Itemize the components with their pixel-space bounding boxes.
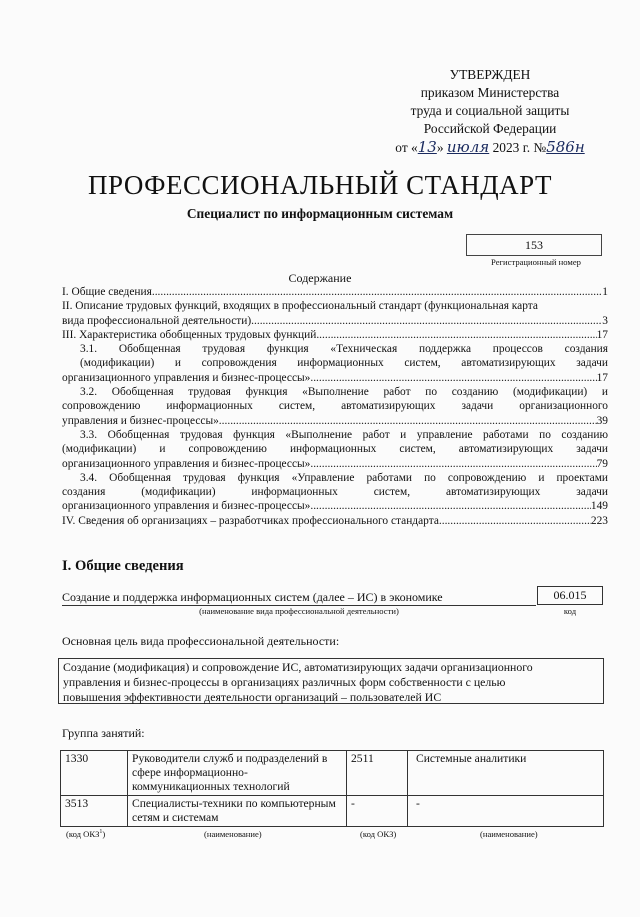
approval-date-line: от «13» июля 2023 г. №586н [395,138,585,156]
caption-okz-code-2: (код ОКЗ) [360,829,397,839]
page-subtitle: Специалист по информационным системам [186,206,454,221]
toc-item[interactable]: I. Общие сведения ..... 1 [62,285,608,299]
activity-kind-caption: (наименование вида профессиональной деятельности) [199,606,399,616]
toc-item[interactable]: II. Описание трудовых функций, входящих в профессиональный стандарт (функциональная карта вида профессиональной деятельности) ..... 3 [62,299,608,328]
registration-number-label: Регистрационный номер [491,257,581,267]
toc-page: 79 [596,457,608,470]
toc-item[interactable]: III. Характеристика обобщенных трудовых функций ..... 17 [62,328,608,342]
occupation-name-cell: Руководители служб и подразделений в сфере информационно-коммуникационных технологий [128,751,347,796]
approval-line-4: Российской Федерации [423,121,557,136]
approval-block [370,66,610,157]
approval-line-2: приказом Министерства [420,85,560,100]
toc-page: 17 [596,328,608,341]
table-row [61,796,604,827]
toc-item[interactable]: 3.1. Обобщенная трудовая функция «Техническая поддержка процессов создания (модификации) и сопровождения информационных систем, автоматизирующих задачи организационного управления и бизнес-процессы» ..... 17 [62,342,608,385]
section-heading: I. Общие сведения [62,558,184,574]
table-of-contents [62,285,608,528]
table-row [61,751,604,796]
occupation-name-cell: Специалисты-техники по компьютерным сетям и системам [128,796,347,827]
occupation-name-cell: Системные аналитики [408,751,604,796]
approval-day: 13 [417,138,437,156]
caption-name: (наименование) [204,829,262,839]
approval-month: июля [446,138,490,156]
page-title: ПРОФЕССИОНАЛЬНЫЙ СТАНДАРТ [87,170,553,200]
okz-code-cell: 1330 [61,751,128,796]
contents-heading: Содержание [288,271,352,285]
toc-page: 3 [602,314,608,327]
toc-item[interactable]: IV. Сведения об организациях – разработчиках профессионального стандарта ..... 223 [62,514,608,528]
toc-page: 17 [596,371,608,384]
occupation-name-cell: - [408,796,604,827]
toc-item[interactable]: 3.3. Обобщенная трудовая функция «Выполнение работ и управление работами по созданию (модификации) и сопровождению информационных систем, автоматизирующих задачи организационного управления и бизнес-процессы» ..... 79 [62,428,608,471]
toc-item[interactable]: 3.4. Обобщенная трудовая функция «Управление работами по сопровождению и проектами создания (модификации) информационных систем, автоматизирующих задачи организационного управления и бизнес-процессы» ..... 149 [62,471,608,514]
activity-code: 06.015 [537,586,603,605]
toc-item[interactable]: 3.2. Обобщенная трудовая функция «Выполнение работ по созданию (модификации) и сопровождению информационных систем, автоматизирующих задачи организационного управления и бизнес-процессы» ..... 39 [62,385,608,428]
goal-box: Создание (модификация) и сопровождение ИС, автоматизирующих задачи организационного управления и бизнес-процессы в организациях различных форм собственности с целью повышения эффективности деятельности организаций – пользователей ИС [58,658,604,704]
occupation-table [60,750,604,827]
footnote-mark: 1 [99,829,103,836]
caption-name-2: (наименование) [480,829,538,839]
approval-line-3: труда и социальной защиты [410,103,570,118]
registration-number-box: 153 [466,234,602,256]
order-number: 586н [546,138,585,156]
toc-page: 149 [590,500,608,513]
toc-page: 39 [596,414,608,427]
okz-code-cell: 3513 [61,796,128,827]
goal-label: Основная цель вида профессиональной деятельности: [62,634,340,648]
toc-page: 223 [590,514,608,527]
occupation-group-label: Группа занятий: [62,726,145,740]
caption-okz-code: (код ОКЗ$^1$) [66,829,106,839]
activity-kind: Создание и поддержка информационных систем (далее – ИС) в экономике [62,590,536,606]
activity-code-caption: код [563,606,577,616]
okz-code-cell: 2511 [347,751,408,796]
approval-line-1: УТВЕРЖДЕН [449,67,531,82]
okz-code-cell: - [347,796,408,827]
toc-page: 1 [602,286,608,298]
